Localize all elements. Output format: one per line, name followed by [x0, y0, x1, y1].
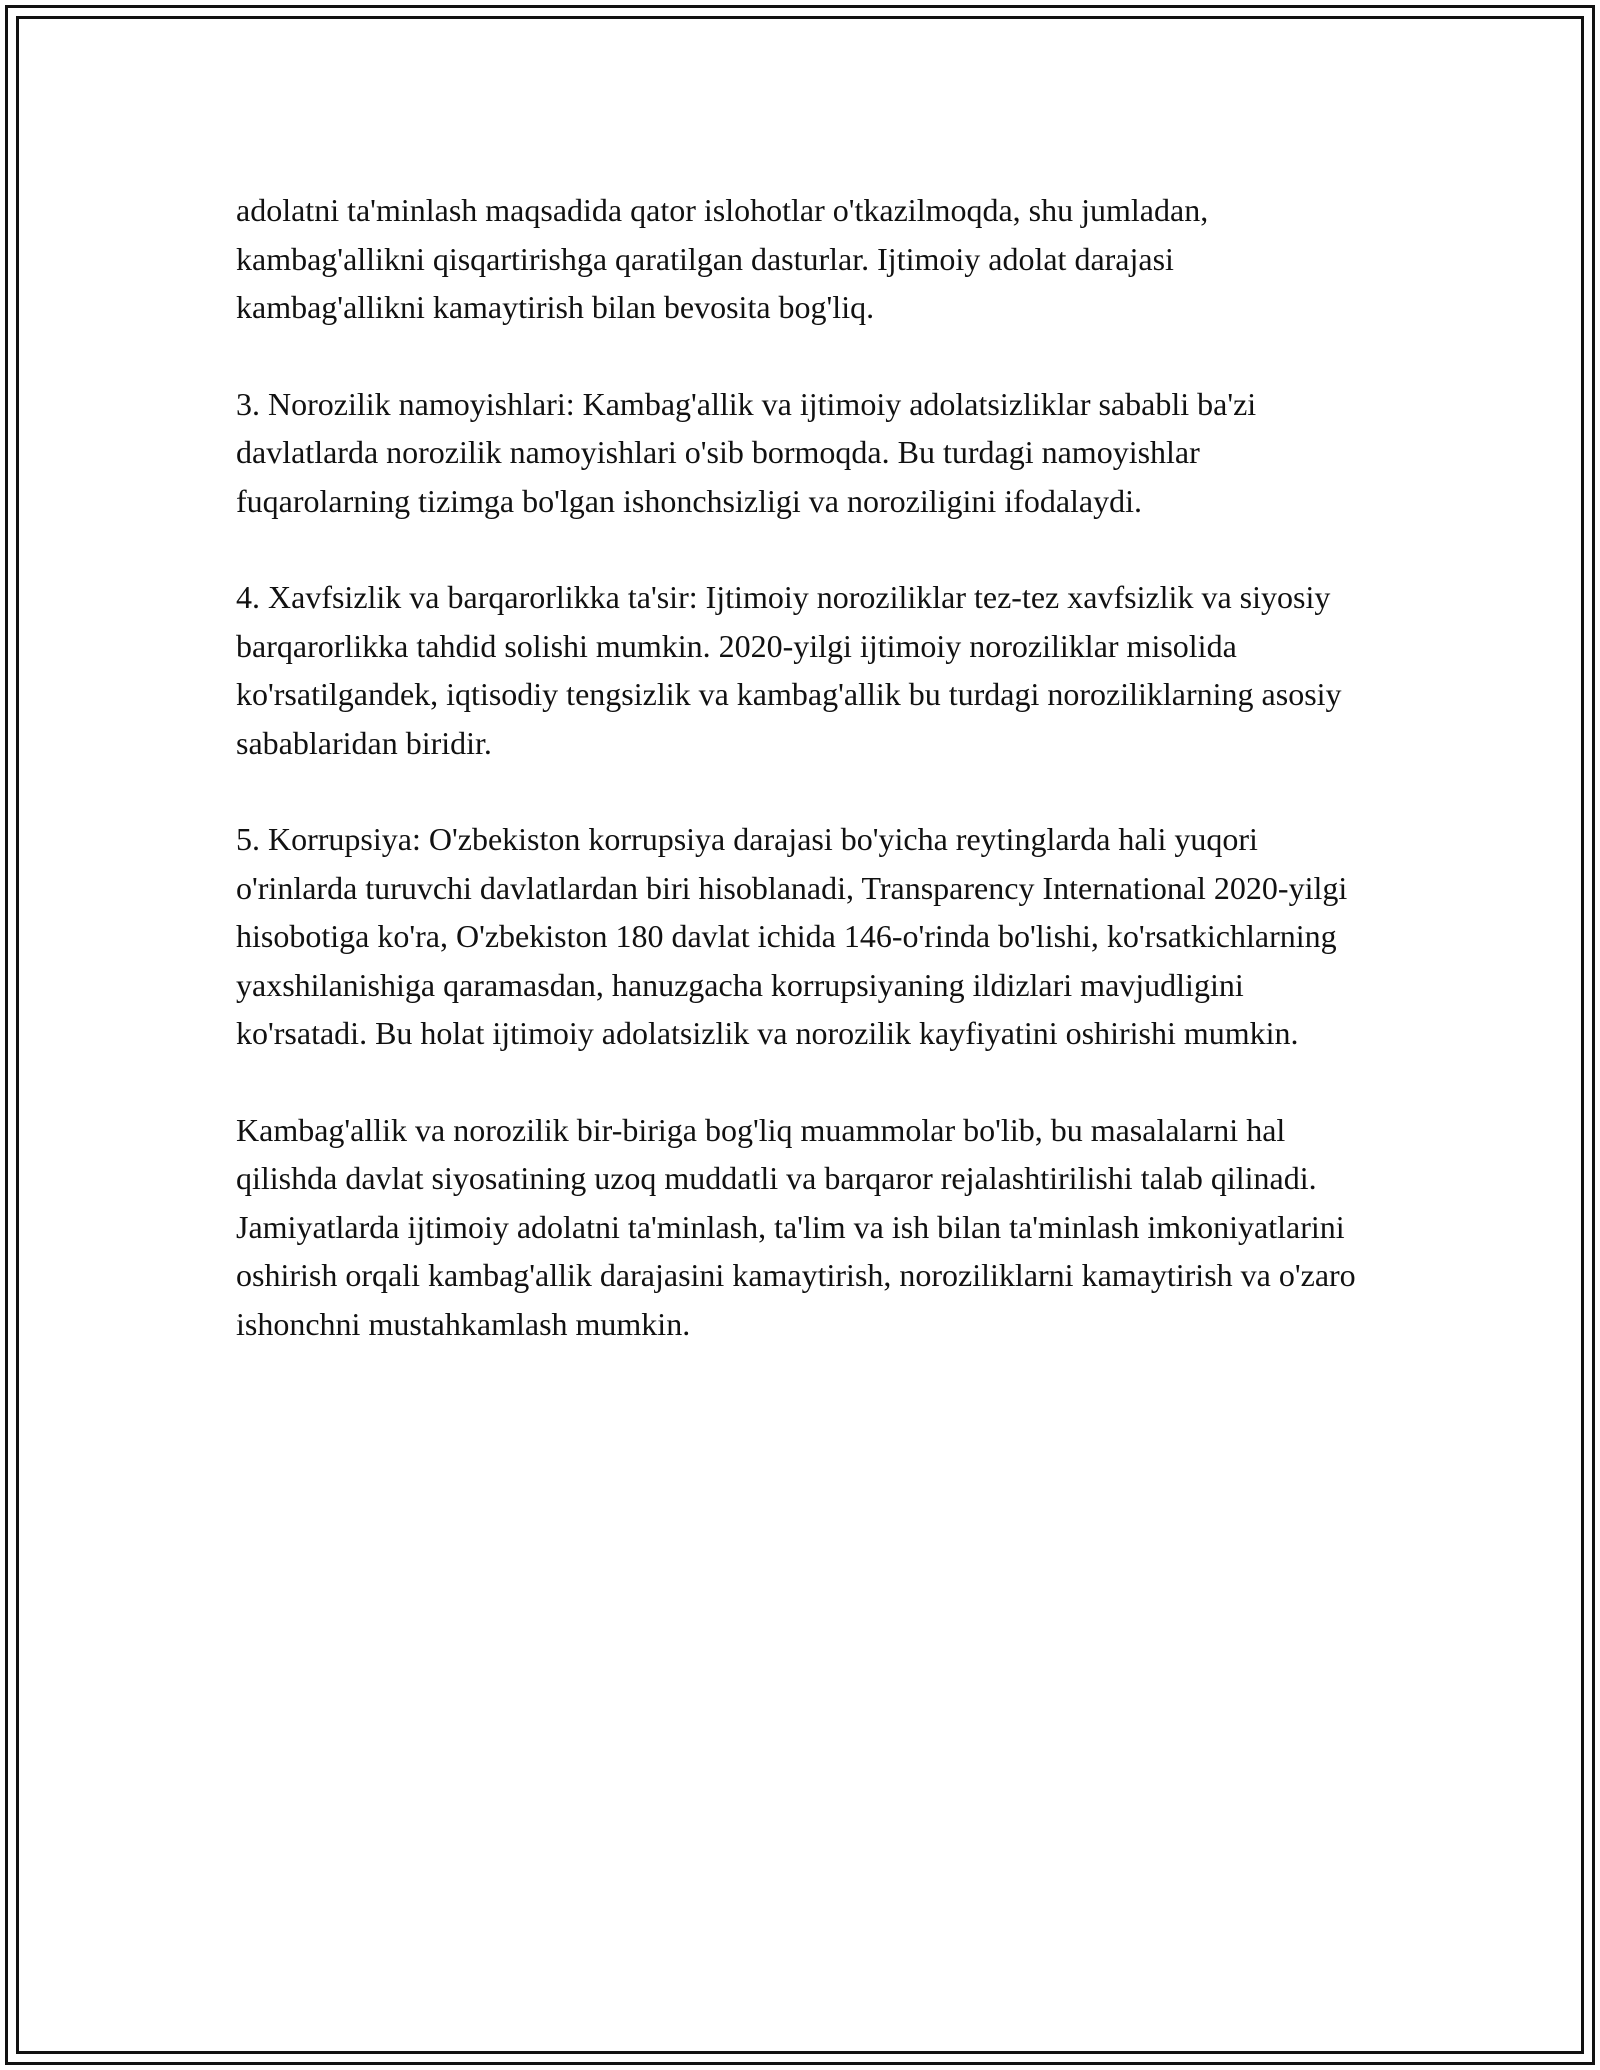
- document-body: [236, 186, 1366, 1396]
- paragraph-protests: 3. Norozilik namoyishlari: Kambag'allik va ijtimoiy adolatsizliklar sababli ba'zi davlatlarda norozilik namoyishlari o'sib bormoqda. Bu turdagi namoyishlar fuqarolarning tizimga bo'lgan ishonchsizligi va noroziligini ifodalaydi.: [236, 385, 1257, 519]
- paragraph-corruption: 5. Korrupsiya: O'zbekiston korrupsiya darajasi bo'yicha reytinglarda hali yuqori o'rinlarda turuvchi davlatlardan biri hisoblanadi, Transparency International 2020-yilgi hisobotiga ko'ra, O'zbekiston 180 davlat ichida 146-o'rinda bo'lishi, ko'rsatkichlarning yaxshilanishiga qaramasdan, hanuzgacha korrupsiyaning ildizlari mavjudligini ko'rsatadi. Bu holat ijtimoiy adolatsizlik va norozilik kayfiyatini oshirishi mumkin.: [236, 821, 1348, 1051]
- paragraph-intro: adolatni ta'minlash maqsadida qator islohotlar o'tkazilmoqda, shu jumladan, kambag'allikni qisqartirishga qaratilgan dasturlar. Ijtimoiy adolat darajasi kambag'allikni kamaytirish bilan bevosita bog'liq.: [236, 192, 1209, 325]
- paragraph-conclusion: Kambag'allik va norozilik bir-biriga bog'liq muammolar bo'lib, bu masalalarni hal qilishda davlat siyosatining uzoq muddatli va barqaror rejalashtirilishi talab qilinadi. Jamiyatlarda ijtimoiy adolatni ta'minlash, ta'lim va ish bilan ta'minlash imkoniyatlarini oshirish orqali kambag'allik darajasini kamaytirish, noroziliklarni kamaytirish va o'zaro ishonchni mustahkamlash mumkin.: [236, 1111, 1356, 1342]
- paragraph-security: 4. Xavfsizlik va barqarorlikka ta'sir: Ijtimoiy noroziliklar tez-tez xavfsizlik va siyosiy barqarorlikka tahdid solishi mumkin. 2020-yilgi ijtimoiy noroziliklar misolida ko'rsatilgandek, iqtisodiy tengsizlik va kambag'allik bu turdagi noroziliklarning asosiy sabablaridan biridir.: [236, 579, 1342, 761]
